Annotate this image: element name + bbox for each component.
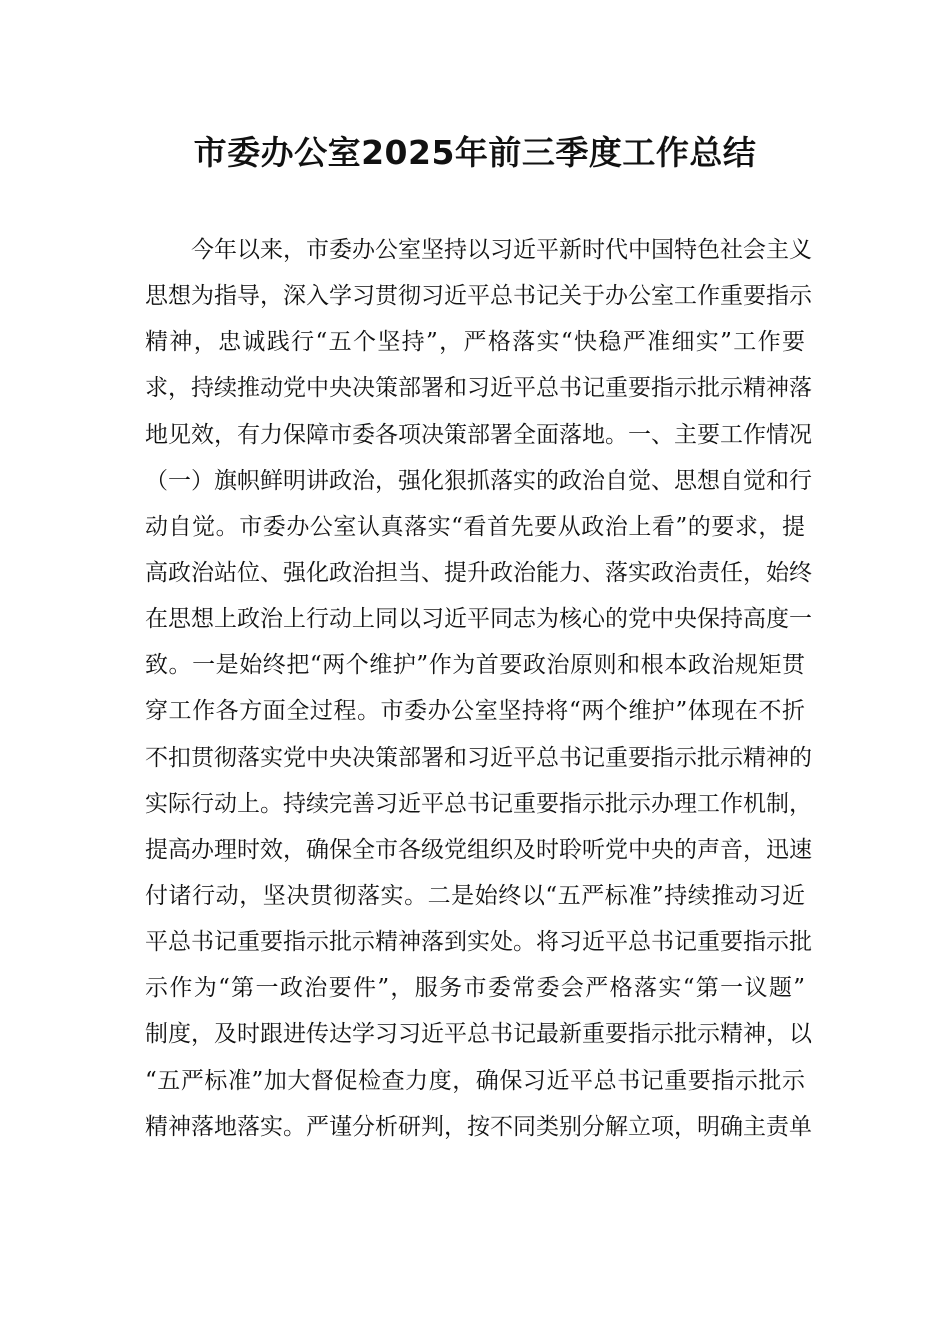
body-line: 思想为指导，深入学习贯彻习近平总书记关于办公室工作重要指示 — [145, 283, 812, 310]
body-line: 精神落地落实。严谨分析研判，按不同类别分解立项，明确主责单 — [145, 1113, 812, 1140]
body-line: 动自觉。市委办公室认真落实“看首先要从政治上看”的要求，提 — [145, 513, 805, 540]
body-line: 穿工作各方面全过程。市委办公室坚持将“两个维护”体现在不折 — [145, 698, 805, 725]
body-line: “五严标准”加大督促检查力度，确保习近平总书记重要指示批示 — [145, 1067, 805, 1094]
body-line: （一）旗帜鲜明讲政治，强化狠抓落实的政治自觉、思想自觉和行 — [145, 467, 812, 494]
body-line: 实际行动上。持续完善习近平总书记重要指示批示办理工作机制， — [145, 790, 812, 817]
body-line: 求，持续推动党中央决策部署和习近平总书记重要指示批示精神落 — [145, 375, 812, 402]
document-body — [145, 227, 812, 1150]
body-line: 地见效，有力保障市委各项决策部署全面落地。一、主要工作情况 — [145, 421, 812, 448]
body-line: 精神，忠诚践行“五个坚持”，严格落实“快稳严准细实”工作要 — [145, 329, 805, 356]
body-line: 付诸行动，坚决贯彻落实。二是始终以“五严标准”持续推动习近 — [145, 882, 805, 909]
body-line: 示作为“第一政治要件”，服务市委常委会严格落实“第一议题” — [145, 975, 805, 1002]
body-line: 致。一是始终把“两个维护”作为首要政治原则和根本政治规矩贯 — [145, 652, 805, 679]
document-title: 市委办公室2025年前三季度工作总结 — [193, 133, 757, 172]
body-line: 制度，及时跟进传达学习习近平总书记最新重要指示批示精神，以 — [145, 1021, 812, 1048]
body-line: 平总书记重要指示批示精神落到实处。将习近平总书记重要指示批 — [145, 929, 812, 956]
body-line: 在思想上政治上行动上同以习近平同志为核心的党中央保持高度一 — [145, 606, 812, 633]
body-line: 高政治站位、强化政治担当、提升政治能力、落实政治责任，始终 — [145, 559, 812, 586]
body-line: 今年以来，市委办公室坚持以习近平新时代中国特色社会主义 — [191, 237, 812, 263]
body-line: 不扣贯彻落实党中央决策部署和习近平总书记重要指示批示精神的 — [145, 744, 812, 771]
body-line: 提高办理时效，确保全市各级党组织及时聆听党中央的声音，迅速 — [145, 836, 812, 863]
